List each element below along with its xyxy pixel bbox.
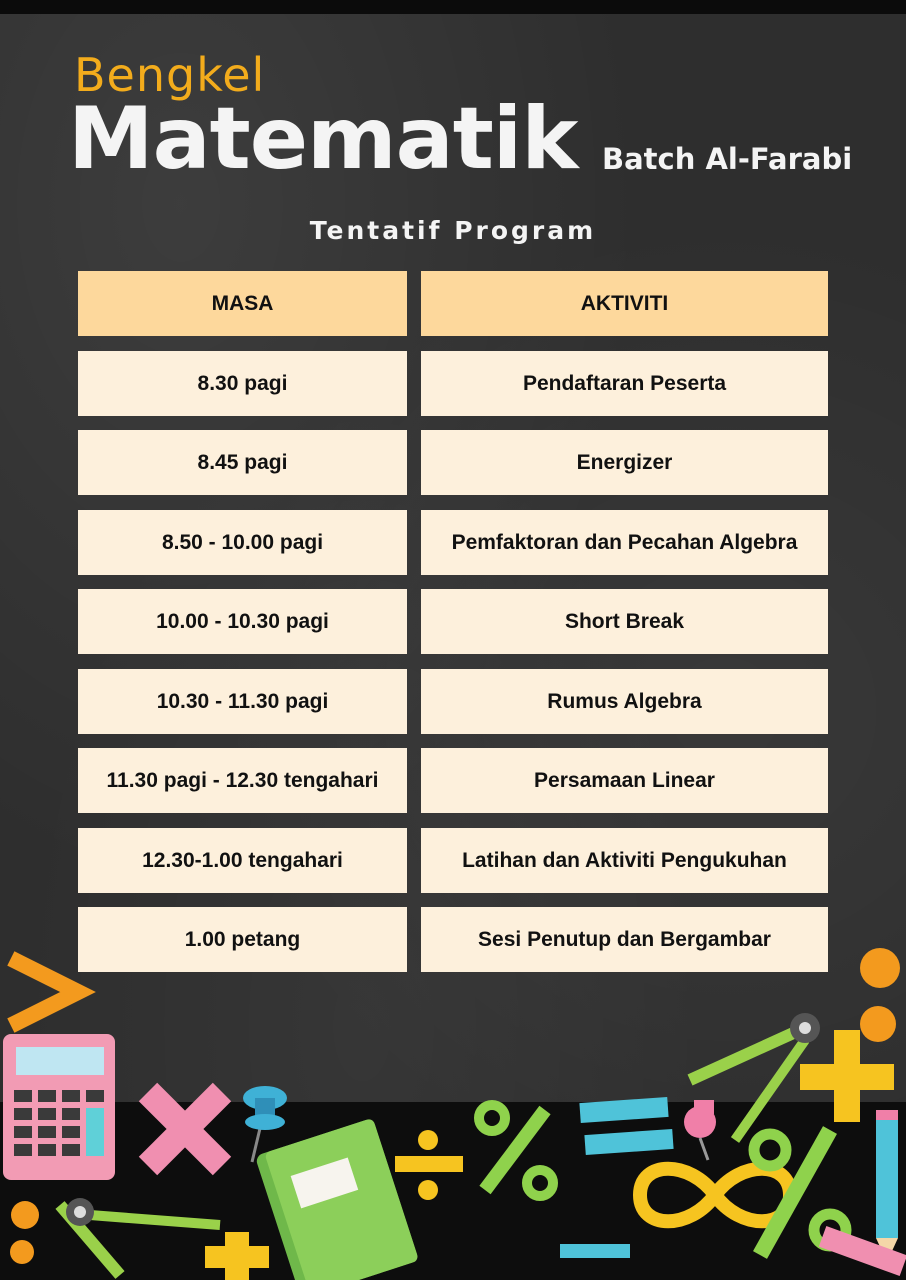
time-cell: 8.50 - 10.00 pagi (78, 510, 407, 575)
activity-cell: Pendaftaran Peserta (421, 351, 828, 416)
activity-cell: Short Break (421, 589, 828, 654)
top-bar (0, 0, 906, 14)
title-bengkel: Bengkel (74, 48, 266, 102)
activity-cell: Rumus Algebra (421, 669, 828, 734)
time-cell: 10.00 - 10.30 pagi (78, 589, 407, 654)
time-cell: 1.00 petang (78, 907, 407, 972)
time-cell: 11.30 pagi - 12.30 tengahari (78, 748, 407, 813)
header-masa: MASA (78, 271, 407, 336)
activity-cell: Latihan dan Aktiviti Pengukuhan (421, 828, 828, 893)
header-aktiviti: AKTIVITI (421, 271, 828, 336)
time-cell: 12.30-1.00 tengahari (78, 828, 407, 893)
time-cell: 8.30 pagi (78, 351, 407, 416)
time-cell: 8.45 pagi (78, 430, 407, 495)
time-cell: 10.30 - 11.30 pagi (78, 669, 407, 734)
bottom-strip (0, 1102, 906, 1280)
activity-cell: Persamaan Linear (421, 748, 828, 813)
activity-cell: Pemfaktoran dan Pecahan Algebra (421, 510, 828, 575)
batch-name: Batch Al-Farabi (602, 142, 853, 176)
activity-cell: Sesi Penutup dan Bergambar (421, 907, 828, 972)
title-matematik: Matematik (68, 89, 578, 189)
activity-cell: Energizer (421, 430, 828, 495)
program-subtitle: Tentatif Program (309, 216, 597, 245)
